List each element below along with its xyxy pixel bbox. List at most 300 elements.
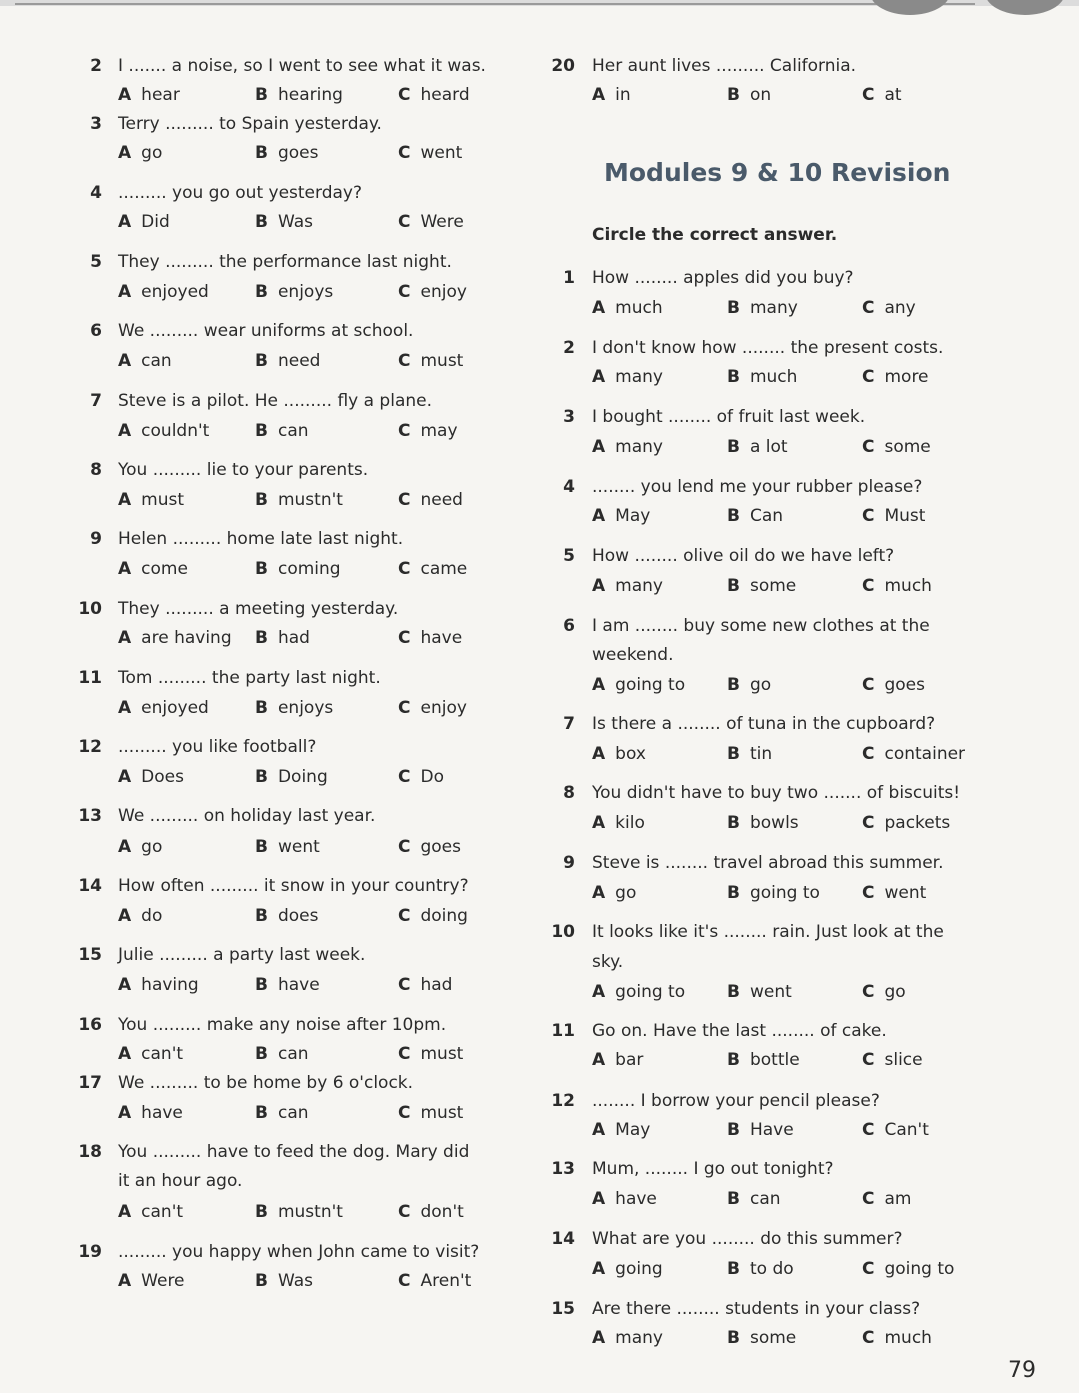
question-number: 4 bbox=[563, 477, 575, 497]
option-letter: A bbox=[592, 1189, 606, 1209]
question-text: ......... you like football? bbox=[118, 737, 317, 757]
question-number: 11 bbox=[551, 1021, 575, 1041]
instruction-text: Circle the correct answer. bbox=[592, 225, 838, 245]
option-letter: A bbox=[118, 282, 132, 302]
answer-option-c[interactable] bbox=[398, 421, 458, 441]
question-number: 9 bbox=[90, 529, 102, 549]
answer-option-c[interactable] bbox=[862, 982, 906, 1002]
option-text: Does bbox=[141, 767, 184, 787]
option-letter: B bbox=[255, 85, 268, 105]
option-text: some bbox=[749, 576, 797, 596]
answer-option-c[interactable] bbox=[862, 1259, 954, 1279]
answer-option-a[interactable] bbox=[592, 437, 663, 457]
option-text: must bbox=[420, 1103, 464, 1123]
option-text: May bbox=[615, 1120, 651, 1140]
option-letter: A bbox=[118, 628, 132, 648]
option-letter: B bbox=[255, 1044, 268, 1064]
answer-option-b[interactable] bbox=[727, 675, 771, 695]
option-letter: B bbox=[727, 576, 740, 596]
answer-option-b[interactable] bbox=[727, 506, 783, 526]
option-text: many bbox=[749, 298, 798, 318]
option-letter: B bbox=[255, 1103, 268, 1123]
answer-option-a[interactable] bbox=[592, 675, 685, 695]
option-text: can bbox=[277, 1103, 309, 1123]
option-letter: C bbox=[398, 282, 411, 302]
answer-option-a[interactable] bbox=[118, 628, 232, 648]
option-letter: B bbox=[255, 490, 268, 510]
answer-option-b[interactable] bbox=[727, 1189, 781, 1209]
option-text: Was bbox=[277, 212, 313, 232]
option-letter: C bbox=[398, 559, 411, 579]
option-letter: B bbox=[727, 367, 740, 387]
answer-option-b[interactable] bbox=[255, 837, 320, 857]
option-letter: B bbox=[727, 1189, 740, 1209]
option-text: go bbox=[749, 675, 772, 695]
option-letter: B bbox=[727, 1328, 740, 1348]
option-letter: A bbox=[118, 1103, 132, 1123]
option-text: had bbox=[420, 975, 453, 995]
answer-option-a[interactable] bbox=[592, 1120, 650, 1140]
option-text: at bbox=[884, 85, 902, 105]
question-text: It looks like it's ........ rain. Just look at the bbox=[592, 922, 944, 942]
question-text: We ......... on holiday last year. bbox=[118, 806, 376, 826]
question-text: How ........ olive oil do we have left? bbox=[592, 546, 895, 566]
question-text: I ....... a noise, so I went to see what it was. bbox=[118, 56, 486, 76]
answer-option-c[interactable] bbox=[398, 975, 452, 995]
answer-option-c[interactable] bbox=[862, 506, 925, 526]
question-number: 7 bbox=[90, 391, 102, 411]
answer-option-b[interactable] bbox=[255, 1044, 309, 1064]
answer-option-c[interactable] bbox=[398, 212, 464, 232]
answer-option-b[interactable] bbox=[727, 298, 798, 318]
answer-option-a[interactable] bbox=[118, 767, 184, 787]
answer-option-c[interactable] bbox=[862, 1328, 932, 1348]
option-letter: A bbox=[118, 1044, 132, 1064]
option-text: enjoyed bbox=[141, 698, 209, 718]
option-text: some bbox=[749, 1328, 797, 1348]
answer-option-c[interactable] bbox=[862, 437, 931, 457]
question-text: Helen ......... home late last night. bbox=[118, 529, 404, 549]
option-letter: B bbox=[255, 351, 268, 371]
option-letter: B bbox=[255, 559, 268, 579]
question-number: 11 bbox=[78, 668, 102, 688]
answer-option-a[interactable] bbox=[118, 1044, 183, 1064]
option-text: need bbox=[277, 351, 321, 371]
answer-option-a[interactable] bbox=[592, 298, 663, 318]
option-text: Were bbox=[420, 212, 464, 232]
question-text: How often ......... it snow in your country? bbox=[118, 876, 469, 896]
option-text: enjoys bbox=[277, 282, 334, 302]
option-letter: A bbox=[592, 675, 606, 695]
option-letter: B bbox=[727, 883, 740, 903]
option-letter: A bbox=[118, 975, 132, 995]
answer-option-a[interactable] bbox=[118, 85, 180, 105]
option-letter: A bbox=[592, 85, 606, 105]
answer-option-c[interactable] bbox=[862, 883, 926, 903]
option-text: Can bbox=[749, 506, 784, 526]
answer-option-b[interactable] bbox=[727, 1120, 794, 1140]
option-text: go bbox=[884, 982, 906, 1002]
option-letter: C bbox=[398, 85, 411, 105]
option-text: Do bbox=[420, 767, 444, 787]
answer-option-c[interactable] bbox=[862, 85, 902, 105]
option-letter: C bbox=[398, 837, 411, 857]
answer-option-a[interactable] bbox=[592, 367, 663, 387]
option-letter: C bbox=[862, 883, 875, 903]
answer-option-a[interactable] bbox=[118, 421, 209, 441]
option-letter: A bbox=[592, 576, 606, 596]
option-letter: A bbox=[592, 813, 606, 833]
option-letter: A bbox=[592, 1050, 606, 1070]
answer-option-a[interactable] bbox=[592, 85, 631, 105]
answer-option-a[interactable] bbox=[118, 282, 209, 302]
option-letter: B bbox=[255, 143, 268, 163]
question-number: 5 bbox=[563, 546, 575, 566]
option-letter: B bbox=[255, 1271, 268, 1291]
option-text: bottle bbox=[749, 1050, 800, 1070]
option-text: more bbox=[884, 367, 929, 387]
option-text: go bbox=[615, 883, 637, 903]
answer-option-a[interactable] bbox=[118, 698, 209, 718]
option-text: go bbox=[141, 837, 163, 857]
answer-option-a[interactable] bbox=[592, 576, 663, 596]
question-number: 13 bbox=[551, 1159, 575, 1179]
question-number: 20 bbox=[551, 56, 575, 76]
answer-option-b[interactable] bbox=[255, 628, 310, 648]
option-letter: B bbox=[727, 744, 740, 764]
option-text: hearing bbox=[277, 85, 343, 105]
option-letter: C bbox=[398, 421, 411, 441]
option-text: have bbox=[420, 628, 463, 648]
option-letter: A bbox=[592, 1328, 606, 1348]
answer-option-c[interactable] bbox=[398, 1044, 463, 1064]
option-letter: B bbox=[255, 628, 268, 648]
option-letter: C bbox=[398, 1271, 411, 1291]
answer-option-b[interactable] bbox=[255, 767, 328, 787]
option-letter: C bbox=[862, 1050, 875, 1070]
option-text: going to bbox=[749, 883, 820, 903]
answer-option-b[interactable] bbox=[255, 143, 318, 163]
option-letter: A bbox=[118, 212, 132, 232]
option-letter: C bbox=[862, 813, 875, 833]
answer-option-c[interactable] bbox=[398, 837, 461, 857]
question-text: Tom ......... the party last night. bbox=[118, 668, 381, 688]
option-letter: A bbox=[118, 490, 132, 510]
option-letter: A bbox=[592, 506, 606, 526]
option-text: many bbox=[615, 367, 663, 387]
option-text: Have bbox=[749, 1120, 794, 1140]
question-text: Go on. Have the last ........ of cake. bbox=[592, 1021, 887, 1041]
answer-option-c[interactable] bbox=[398, 1271, 471, 1291]
option-text: go bbox=[141, 143, 163, 163]
option-letter: B bbox=[727, 298, 740, 318]
answer-option-c[interactable] bbox=[398, 698, 467, 718]
question-text: They ......... a meeting yesterday. bbox=[118, 599, 399, 619]
answer-option-c[interactable] bbox=[862, 813, 950, 833]
answer-option-a[interactable] bbox=[592, 744, 646, 764]
option-text: have bbox=[615, 1189, 657, 1209]
question-text: Terry ......... to Spain yesterday. bbox=[118, 114, 382, 134]
option-letter: B bbox=[255, 282, 268, 302]
option-letter: A bbox=[118, 85, 132, 105]
question-number: 10 bbox=[78, 599, 102, 619]
option-text: enjoyed bbox=[141, 282, 209, 302]
option-letter: C bbox=[398, 351, 411, 371]
question-number: 8 bbox=[90, 460, 102, 480]
option-text: must bbox=[141, 490, 185, 510]
question-number: 6 bbox=[563, 616, 575, 636]
option-text: are having bbox=[141, 628, 232, 648]
option-text: goes bbox=[884, 675, 925, 695]
option-letter: C bbox=[862, 744, 875, 764]
answer-option-a[interactable] bbox=[118, 559, 188, 579]
option-letter: A bbox=[118, 351, 132, 371]
option-letter: A bbox=[592, 367, 606, 387]
option-text: much bbox=[884, 1328, 932, 1348]
question-text: Steve is a pilot. He ......... fly a plane. bbox=[118, 391, 433, 411]
option-text: am bbox=[884, 1189, 912, 1209]
option-text: container bbox=[884, 744, 966, 764]
question-text: We ......... wear uniforms at school. bbox=[118, 321, 414, 341]
answer-option-b[interactable] bbox=[727, 1050, 800, 1070]
answer-option-c[interactable] bbox=[398, 143, 462, 163]
answer-option-c[interactable] bbox=[398, 1103, 463, 1123]
answer-option-c[interactable] bbox=[398, 1202, 464, 1222]
answer-option-c[interactable] bbox=[862, 1120, 929, 1140]
option-text: can bbox=[277, 421, 309, 441]
question-number: 9 bbox=[563, 853, 575, 873]
answer-option-a[interactable] bbox=[118, 1103, 183, 1123]
option-text: enjoys bbox=[277, 698, 334, 718]
option-text: going to bbox=[615, 675, 686, 695]
option-letter: B bbox=[255, 698, 268, 718]
option-letter: B bbox=[255, 906, 268, 926]
option-text: mustn't bbox=[277, 1202, 343, 1222]
answer-option-b[interactable] bbox=[255, 490, 343, 510]
answer-option-b[interactable] bbox=[255, 212, 313, 232]
question-text: I don't know how ........ the present costs. bbox=[592, 338, 944, 358]
option-letter: B bbox=[727, 675, 740, 695]
question-text: What are you ........ do this summer? bbox=[592, 1229, 903, 1249]
question-number: 13 bbox=[78, 806, 102, 826]
answer-option-a[interactable] bbox=[592, 883, 636, 903]
answer-option-a[interactable] bbox=[592, 813, 645, 833]
option-letter: C bbox=[862, 576, 875, 596]
question-text: You ......... make any noise after 10pm. bbox=[118, 1015, 447, 1035]
answer-option-c[interactable] bbox=[862, 298, 916, 318]
question-text-continued: sky. bbox=[592, 952, 624, 972]
option-letter: A bbox=[592, 883, 606, 903]
option-letter: A bbox=[118, 767, 132, 787]
option-text: can't bbox=[141, 1044, 184, 1064]
answer-option-a[interactable] bbox=[592, 1189, 657, 1209]
option-letter: C bbox=[398, 143, 411, 163]
answer-option-a[interactable] bbox=[592, 1050, 643, 1070]
option-text: enjoy bbox=[420, 698, 467, 718]
answer-option-b[interactable] bbox=[255, 282, 333, 302]
option-letter: B bbox=[727, 982, 740, 1002]
answer-option-a[interactable] bbox=[118, 975, 199, 995]
answer-option-c[interactable] bbox=[862, 576, 932, 596]
question-text: ......... you go out yesterday? bbox=[118, 183, 363, 203]
answer-option-b[interactable] bbox=[255, 559, 341, 579]
option-text: tin bbox=[749, 744, 773, 764]
option-letter: C bbox=[862, 85, 875, 105]
question-number: 2 bbox=[90, 56, 102, 76]
option-letter: A bbox=[592, 437, 606, 457]
answer-option-c[interactable] bbox=[398, 767, 444, 787]
answer-option-a[interactable] bbox=[592, 1328, 663, 1348]
option-text: coming bbox=[277, 559, 341, 579]
answer-option-a[interactable] bbox=[118, 143, 162, 163]
section-heading: Modules 9 & 10 Revision bbox=[604, 158, 951, 187]
option-letter: B bbox=[727, 85, 740, 105]
answer-option-c[interactable] bbox=[862, 744, 965, 764]
option-text: heard bbox=[420, 85, 470, 105]
answer-option-b[interactable] bbox=[727, 576, 796, 596]
page-shadow bbox=[985, 0, 1065, 15]
option-text: went bbox=[420, 143, 463, 163]
option-letter: A bbox=[118, 698, 132, 718]
answer-option-c[interactable] bbox=[398, 490, 463, 510]
option-letter: C bbox=[398, 906, 411, 926]
answer-option-c[interactable] bbox=[398, 351, 463, 371]
answer-option-a[interactable] bbox=[592, 1259, 663, 1279]
answer-option-a[interactable] bbox=[118, 906, 162, 926]
answer-option-c[interactable] bbox=[398, 906, 468, 926]
option-letter: C bbox=[862, 982, 875, 1002]
option-letter: A bbox=[118, 559, 132, 579]
option-letter: C bbox=[398, 628, 411, 648]
option-letter: B bbox=[255, 212, 268, 232]
question-text: I am ........ buy some new clothes at the bbox=[592, 616, 930, 636]
option-text: going bbox=[615, 1259, 663, 1279]
option-letter: A bbox=[592, 298, 606, 318]
option-letter: B bbox=[255, 975, 268, 995]
answer-option-b[interactable] bbox=[727, 813, 799, 833]
option-letter: C bbox=[398, 975, 411, 995]
answer-option-c[interactable] bbox=[398, 85, 470, 105]
option-text: Did bbox=[141, 212, 170, 232]
option-letter: B bbox=[727, 813, 740, 833]
option-text: went bbox=[884, 883, 927, 903]
answer-option-b[interactable] bbox=[255, 1103, 309, 1123]
option-letter: C bbox=[398, 1202, 411, 1222]
answer-option-a[interactable] bbox=[118, 1202, 183, 1222]
answer-option-b[interactable] bbox=[255, 1271, 313, 1291]
option-letter: B bbox=[727, 506, 740, 526]
option-letter: C bbox=[862, 675, 875, 695]
page-number: 79 bbox=[1008, 1358, 1036, 1383]
option-letter: C bbox=[398, 698, 411, 718]
option-letter: A bbox=[118, 421, 132, 441]
option-text: Were bbox=[141, 1271, 185, 1291]
answer-option-c[interactable] bbox=[398, 282, 467, 302]
question-number: 3 bbox=[563, 407, 575, 427]
answer-option-a[interactable] bbox=[118, 837, 162, 857]
answer-option-b[interactable] bbox=[727, 1328, 796, 1348]
question-number: 15 bbox=[78, 945, 102, 965]
option-letter: C bbox=[398, 1103, 411, 1123]
option-letter: C bbox=[862, 1259, 875, 1279]
option-text: does bbox=[277, 906, 319, 926]
question-number: 18 bbox=[78, 1142, 102, 1162]
option-text: Aren't bbox=[420, 1271, 472, 1291]
option-letter: B bbox=[727, 1120, 740, 1140]
option-letter: C bbox=[398, 767, 411, 787]
option-text: in bbox=[615, 85, 631, 105]
question-text: How ........ apples did you buy? bbox=[592, 268, 854, 288]
answer-option-b[interactable] bbox=[727, 883, 820, 903]
option-text: come bbox=[141, 559, 188, 579]
option-text: on bbox=[749, 85, 772, 105]
question-number: 14 bbox=[551, 1229, 575, 1249]
answer-option-b[interactable] bbox=[255, 85, 343, 105]
answer-option-b[interactable] bbox=[255, 351, 320, 371]
question-number: 3 bbox=[90, 114, 102, 134]
answer-option-a[interactable] bbox=[118, 490, 184, 510]
answer-option-c[interactable] bbox=[862, 1189, 911, 1209]
answer-option-a[interactable] bbox=[592, 982, 685, 1002]
option-text: many bbox=[615, 1328, 663, 1348]
answer-option-b[interactable] bbox=[727, 1259, 794, 1279]
answer-option-c[interactable] bbox=[398, 559, 467, 579]
answer-option-a[interactable] bbox=[118, 1271, 185, 1291]
answer-option-b[interactable] bbox=[727, 367, 797, 387]
question-number: 19 bbox=[78, 1242, 102, 1262]
question-text: Julie ......... a party last week. bbox=[118, 945, 366, 965]
answer-option-b[interactable] bbox=[255, 1202, 343, 1222]
question-number: 12 bbox=[78, 737, 102, 757]
option-text: can bbox=[277, 1044, 309, 1064]
answer-option-b[interactable] bbox=[255, 421, 309, 441]
option-text: any bbox=[884, 298, 916, 318]
question-number: 16 bbox=[78, 1015, 102, 1035]
answer-option-c[interactable] bbox=[862, 367, 929, 387]
answer-option-c[interactable] bbox=[398, 628, 462, 648]
option-text: must bbox=[420, 351, 464, 371]
question-text: Her aunt lives ......... California. bbox=[592, 56, 857, 76]
option-text: went bbox=[277, 837, 320, 857]
answer-option-b[interactable] bbox=[255, 906, 318, 926]
answer-option-b[interactable] bbox=[727, 744, 772, 764]
question-text: You didn't have to buy two ....... of biscuits! bbox=[592, 783, 961, 803]
answer-option-a[interactable] bbox=[118, 351, 172, 371]
option-text: many bbox=[615, 437, 663, 457]
answer-option-a[interactable] bbox=[118, 212, 170, 232]
option-text: much bbox=[749, 367, 798, 387]
question-text: Are there ........ students in your class? bbox=[592, 1299, 921, 1319]
answer-option-b[interactable] bbox=[727, 982, 792, 1002]
option-letter: C bbox=[862, 298, 875, 318]
answer-option-b[interactable] bbox=[727, 85, 771, 105]
answer-option-b[interactable] bbox=[255, 698, 333, 718]
option-text: a lot bbox=[749, 437, 788, 457]
option-letter: C bbox=[398, 1044, 411, 1064]
option-letter: A bbox=[118, 906, 132, 926]
option-text: went bbox=[749, 982, 792, 1002]
option-text: Can't bbox=[884, 1120, 929, 1140]
answer-option-c[interactable] bbox=[862, 675, 925, 695]
option-letter: B bbox=[255, 767, 268, 787]
question-number: 7 bbox=[563, 714, 575, 734]
option-text: Was bbox=[277, 1271, 313, 1291]
answer-option-b[interactable] bbox=[727, 437, 788, 457]
answer-option-b[interactable] bbox=[255, 975, 320, 995]
option-letter: A bbox=[592, 1259, 606, 1279]
answer-option-c[interactable] bbox=[862, 1050, 923, 1070]
answer-option-a[interactable] bbox=[592, 506, 650, 526]
